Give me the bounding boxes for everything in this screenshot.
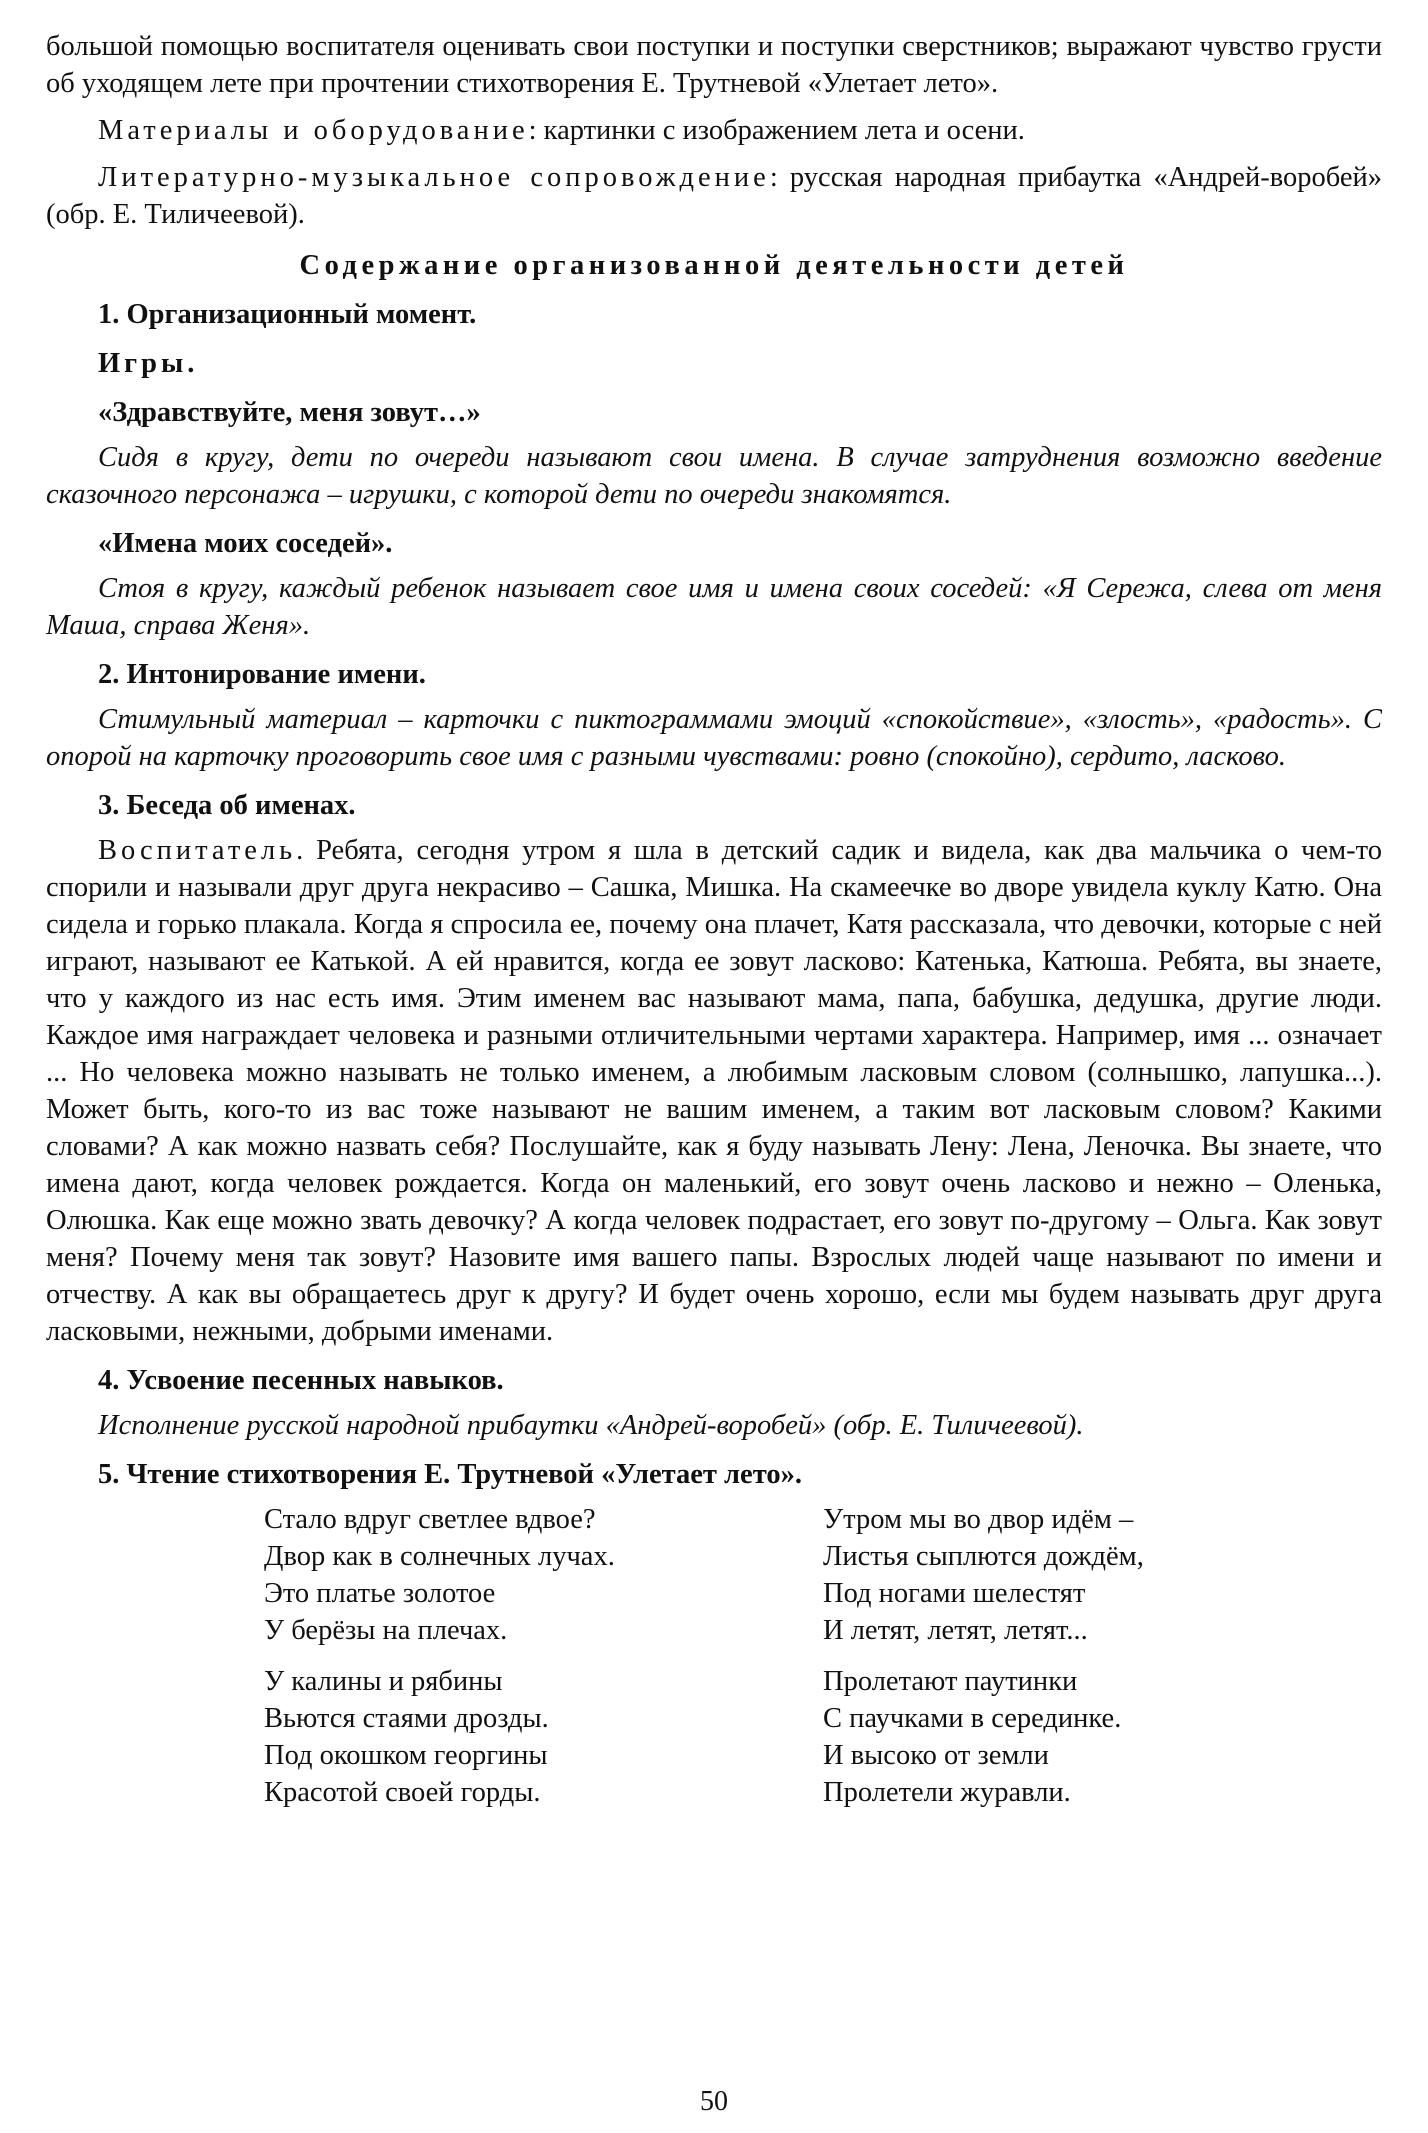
game1-title: «Здравствуйте, меня зовут…» <box>98 397 481 428</box>
page-number: 50 <box>700 2086 728 2117</box>
music-label: Литературно-музыкальное сопровождение <box>98 162 770 193</box>
poem-stanza <box>264 1501 823 1649</box>
materials-label: Материалы и оборудование <box>98 115 529 146</box>
poem-line: И высоко от земли <box>823 1740 1049 1771</box>
poem-line: Пролетают паутинки <box>823 1666 1078 1697</box>
poem-right-column <box>823 1501 1382 1825</box>
poem-line: Красотой своей горды. <box>264 1777 541 1808</box>
step3-title: 3. Беседа об именах. <box>98 790 356 821</box>
dialogue-text: . Ребята, сегодня утром я шла в детский садик и видела, как два мальчика о чем-то спорили и называли друг друга некрасиво – Сашка, Мишка. На скамеечке во дворе увидела куклу Катю. Она сидела и горько плакала. Когда я спросила ее, почему она плачет, Катя рассказала, что девочки, которые с ней играют, называют ее Катькой. А ей нравится, когда ее зовут ласково: Катенька, Катюша. Ребята, вы знаете, что у каждого из нас есть имя. Этим именем вас называют мама, папа, бабушка, дедушка, другие люди. Каждое имя награждает человека и разными отличительными чертами характера. Например, имя ... означает ... Но человека можно называть не только именем, а любимым ласковым словом (солнышко, лапушка...). Может быть, кого-то из вас тоже называют не вашим именем, а таким вот ласковым словом? Какими словами? А как можно назвать себя? Послушайте, как я буду называть Лену: Лена, Леночка. Вы знаете, что имена дают, когда человек рождается. Когда он маленький, его зовут очень ласково и нежно – Оленька, Олюшка. Как еще можно звать девочку? А когда человек подрастает, его зовут по-другому – Ольга. Как зовут меня? Почему меня так зовут? Назовите имя вашего папы. Взрослых людей чаще называют по имени и отчеству. А как вы обращаетесь друг к другу? И будет очень хорошо, если мы будем называть друг друга ласковыми, нежными, добрыми именами. <box>46 835 1382 1347</box>
game2-text: Стоя в кругу, каждый ребенок называет свое имя и имена своих соседей: «Я Сережа, слева от меня Маша, справа Женя». <box>46 573 1382 641</box>
game1-text: Сидя в кругу, дети по очереди называют свои имена. В случае затруднения возможно введение сказочного персонажа – игрушки, с которой дети по очереди знакомятся. <box>46 442 1382 510</box>
poem-line: Вьются стаями дрозды. <box>264 1703 549 1734</box>
game2-title: «Имена моих соседей». <box>98 528 393 559</box>
materials-text: : картинки с изображением лета и осени. <box>528 115 1025 146</box>
poem-left-column <box>264 1501 823 1825</box>
poem-stanza <box>823 1663 1382 1811</box>
music-text: : русская народная прибаутка «Андрей-воробей» (обр. Е. Тиличеевой). <box>46 162 1382 230</box>
step4-text: Исполнение русской народной прибаутки «Андрей-воробей» (обр. Е. Тиличеевой). <box>98 1410 1084 1441</box>
step5-title: 5. Чтение стихотворения Е. Трутневой «Улетает лето». <box>98 1459 802 1490</box>
section-title: Содержание организованной деятельности детей <box>299 250 1129 281</box>
poem-line: Двор как в солнечных лучах. <box>264 1541 615 1572</box>
step1-title: 1. Организационный момент. <box>98 299 477 330</box>
games-label: Игры. <box>98 348 199 379</box>
materials-paragraph <box>46 112 1382 149</box>
page-content <box>46 28 1382 1825</box>
poem-line: Листья сыплются дождём, <box>823 1541 1144 1572</box>
music-paragraph <box>46 159 1382 233</box>
poem-stanza <box>264 1663 823 1811</box>
intro-paragraph: большой помощью воспитателя оценивать свои поступки и поступки сверстников; выражают чувство грусти об уходящем лете при прочтении стихотворения Е. Трутневой «Улетает лето». <box>46 31 1382 99</box>
poem-line: Утром мы во двор идём – <box>823 1504 1134 1535</box>
step4-title: 4. Усвоение песенных навыков. <box>98 1365 504 1396</box>
poem-line: И летят, летят, летят... <box>823 1615 1088 1646</box>
poem-line: Это платье золотое <box>264 1578 496 1609</box>
poem <box>46 1501 1382 1825</box>
step2-text: Стимульный материал – карточки с пиктограммами эмоций «спокойствие», «злость», «радость». С опорой на карточку проговорить свое имя с разными чувствами: ровно (спокойно), сердито, ласково. <box>46 704 1382 772</box>
poem-line: Под ногами шелестят <box>823 1578 1086 1609</box>
poem-line: С паучками в серединке. <box>823 1703 1122 1734</box>
poem-line: У калины и рябины <box>264 1666 503 1697</box>
poem-stanza <box>823 1501 1382 1649</box>
poem-line: Пролетели журавли. <box>823 1777 1071 1808</box>
step3-dialogue <box>46 832 1382 1350</box>
poem-line: Стало вдруг светлее вдвое? <box>264 1504 596 1535</box>
step2-title: 2. Интонирование имени. <box>98 659 426 690</box>
poem-line: У берёзы на плечах. <box>264 1615 508 1646</box>
poem-line: Под окошком георгины <box>264 1740 548 1771</box>
speaker-label: Воспитатель <box>98 835 297 866</box>
